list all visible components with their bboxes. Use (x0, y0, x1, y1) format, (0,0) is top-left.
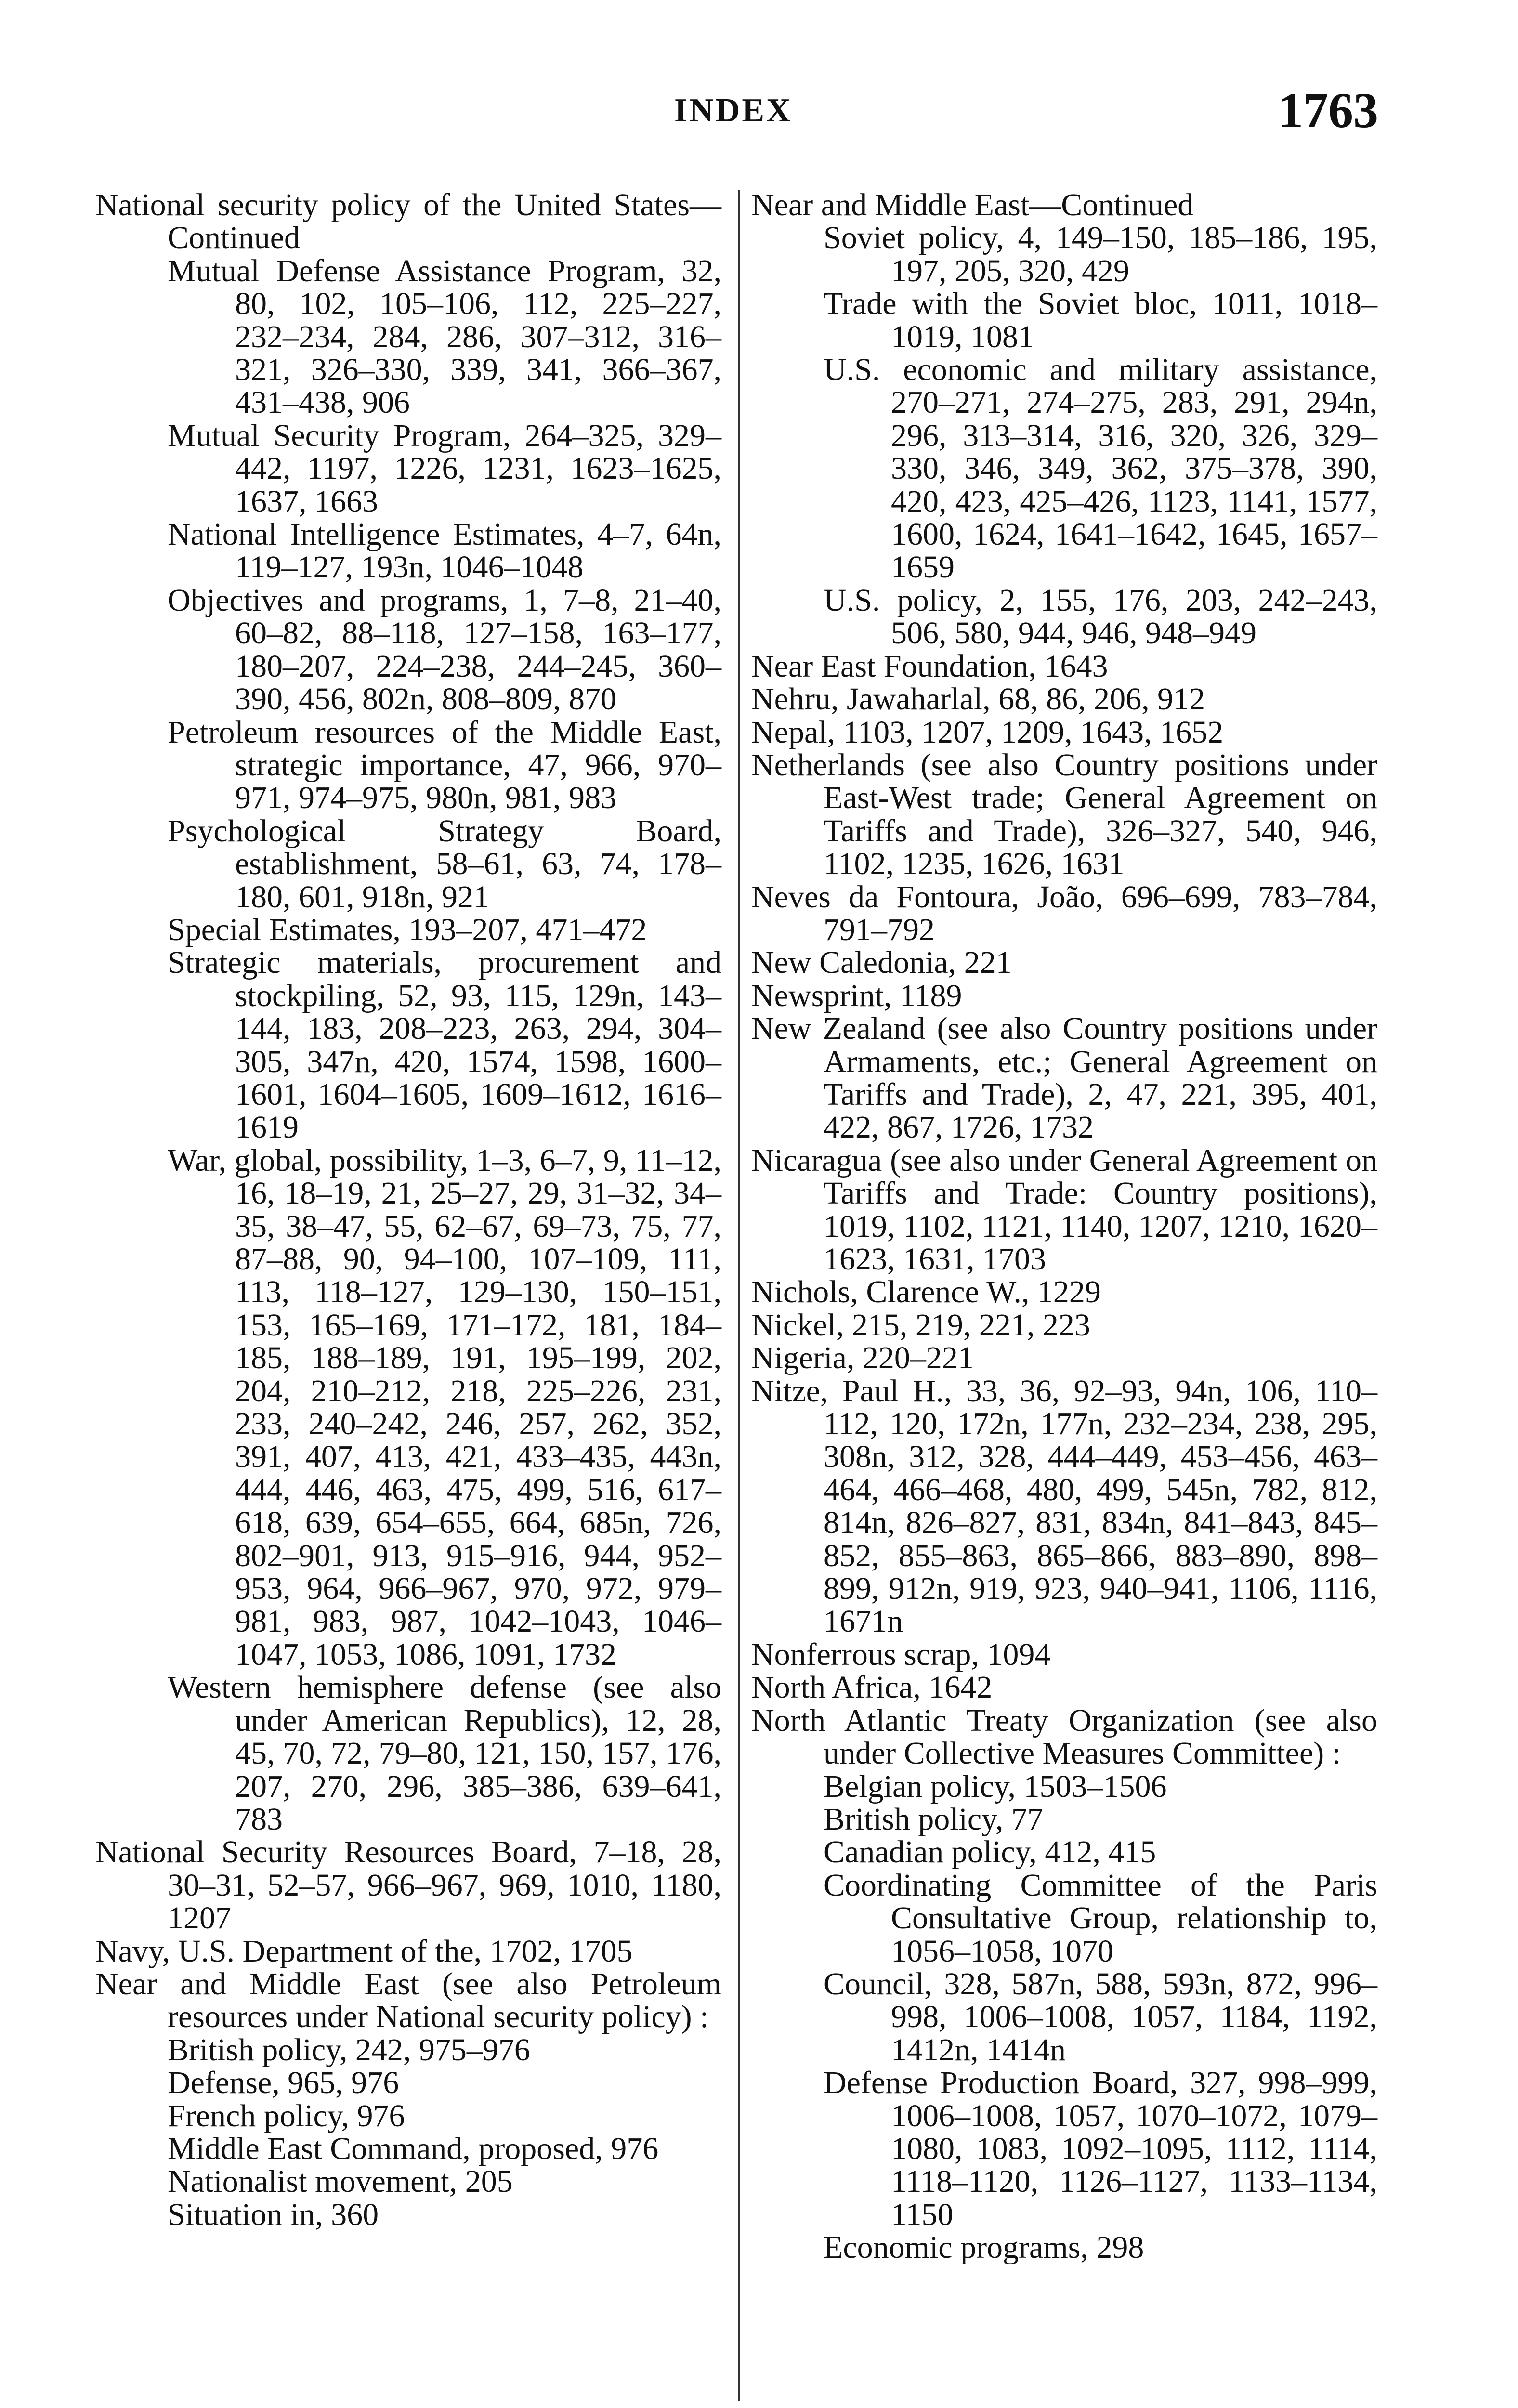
index-subentry: Strategic materials, procurement and stockpiling, 52, 93, 115, 129n, 143–144, 183, 208–223, 263, 294, 304–305, 347n, 420, 1574, 1598, 1600–1601, 1604–1605, 1609–1612, 1616–1619 (168, 945, 721, 1145)
index-subentry: National Intelligence Estimates, 4–7, 64n, 119–127, 193n, 1046–1048 (168, 517, 721, 585)
page-number: 1763 (1278, 83, 1378, 138)
index-subentry: War, global, possibility, 1–3, 6–7, 9, 11–12, 16, 18–19, 21, 25–27, 29, 31–32, 34–35, 38–47, 55, 62–67, 69–73, 75, 77, 87–88, 90, 94–100, 107–109, 111, 113, 118–127, 129–130, 150–151, 153, 165–169, 171–172, 181, 184–185, 188–189, 191, 195–199, 202, 204, 210–212, 218, 225–226, 231, 233, 240–242, 246, 257, 262, 352, 391, 407, 413, 421, 433–435, 443n, 444, 446, 463, 475, 499, 516, 617–618, 639, 654–655, 664, 685n, 726, 802–901, 913, 915–916, 944, 952–953, 964, 966–967, 970, 972, 979–981, 983, 987, 1042–1043, 1046–1047, 1053, 1086, 1091, 1732 (168, 1142, 721, 1672)
index-subentry: Council, 328, 587n, 588, 593n, 872, 996–998, 1006–1008, 1057, 1184, 1192, 1412n, 1414n (824, 1966, 1377, 2068)
index-entry: Nicaragua (see also under General Agreement on Tariffs and Trade: Country positions), 1019, 1102, 1121, 1140, 1207, 1210, 1620–1623, 1631, 1703 (751, 1142, 1377, 1277)
index-subentry: U.S. economic and military assistance, 270–271, 274–275, 283, 291, 294n, 296, 313–314, 316, 320, 326, 329–330, 346, 349, 362, 375–378, 390, 420, 423, 425–426, 1123, 1141, 1577, 1600, 1624, 1641–1642, 1645, 1657–1659 (824, 352, 1377, 585)
left-column (95, 189, 721, 2231)
index-subentry: Mutual Security Program, 264–325, 329–442, 1197, 1226, 1231, 1623–1625, 1637, 1663 (168, 418, 721, 519)
index-subentry: Western hemisphere defense (see also under American Republics), 12, 28, 45, 70, 72, 79–80, 121, 150, 157, 176, 207, 270, 296, 385–386, 639–641, 783 (168, 1670, 721, 1837)
index-subentry: British policy, 242, 975–976 (168, 2032, 530, 2068)
index-subentry: Mutual Defense Assistance Program, 32, 80, 102, 105–106, 112, 225–227, 232–234, 284, 286, 307–312, 316–321, 326–330, 339, 341, 366–367, 431–438, 906 (168, 253, 721, 420)
index-subentry: Canadian policy, 412, 415 (824, 1834, 1156, 1870)
index-subentry: U.S. policy, 2, 155, 176, 203, 242–243, 506, 580, 944, 946, 948–949 (824, 582, 1377, 651)
index-subentry: Nationalist movement, 205 (168, 2164, 513, 2199)
index-subentry: Petroleum resources of the Middle East, strategic importance, 47, 966, 970–971, 974–975, 980n, 981, 983 (168, 714, 721, 816)
index-subentry: Soviet policy, 4, 149–150, 185–186, 195, 197, 205, 320, 429 (824, 220, 1377, 288)
index-subentry: Belgian policy, 1503–1506 (824, 1768, 1167, 1804)
index-subentry: French policy, 976 (168, 2098, 405, 2133)
index-entry: Nigeria, 220–221 (751, 1340, 974, 1376)
index-subentry: Coordinating Committee of the Paris Consultative Group, relationship to, 1056–1058, 1070 (824, 1867, 1377, 1969)
index-entry: North Africa, 1642 (751, 1670, 993, 1705)
index-entry: National Security Resources Board, 7–18, 28, 30–31, 52–57, 966–967, 969, 1010, 1180, 1207 (95, 1834, 721, 1936)
index-entry: Nitze, Paul H., 33, 36, 92–93, 94n, 106, 110–112, 120, 172n, 177n, 232–234, 238, 295, 308n, 312, 328, 444–449, 453–456, 463–464, 466–468, 480, 499, 545n, 782, 812, 814n, 826–827, 831, 834n, 841–843, 845–852, 855–863, 865–866, 883–890, 898–899, 912n, 919, 923, 940–941, 1106, 1116, 1671n (751, 1373, 1377, 1639)
index-subentry: Trade with the Soviet bloc, 1011, 1018–1019, 1081 (824, 286, 1377, 354)
index-entry: New Zealand (see also Country positions under Armaments, etc.; General Agreement on Tariffs and Trade), 2, 47, 221, 395, 401, 422, 867, 1726, 1732 (751, 1011, 1377, 1145)
index-entry: Nepal, 1103, 1207, 1209, 1643, 1652 (751, 714, 1224, 750)
index-entry: North Atlantic Treaty Organization (see also under Collective Measures Committee) : (751, 1702, 1377, 1771)
index-entry: Near and Middle East (see also Petroleum resources under National security policy) : (95, 1966, 721, 2035)
index-entry: Neves da Fontoura, João, 696–699, 783–784, 791–792 (751, 879, 1377, 947)
index-entry: Near East Foundation, 1643 (751, 648, 1108, 684)
index-entry: Nickel, 215, 219, 221, 223 (751, 1307, 1090, 1343)
running-head: INDEX (674, 92, 793, 129)
index-entry: New Caledonia, 221 (751, 945, 1012, 981)
index-entry: Nehru, Jawaharlal, 68, 86, 206, 912 (751, 681, 1205, 717)
index-entry: Nonferrous scrap, 1094 (751, 1636, 1051, 1672)
index-entry: Near and Middle East—Continued (751, 187, 1194, 222)
index-entry: Newsprint, 1189 (751, 978, 962, 1013)
index-subentry: Defense, 965, 976 (168, 2065, 399, 2101)
index-subentry: Objectives and programs, 1, 7–8, 21–40, 60–82, 88–118, 127–158, 163–177, 180–207, 224–238, 244–245, 360–390, 456, 802n, 808–809, 870 (168, 582, 721, 717)
index-subentry: British policy, 77 (824, 1801, 1043, 1837)
index-subentry: Middle East Command, proposed, 976 (168, 2131, 659, 2166)
index-subentry: Psychological Strategy Board, establishment, 58–61, 63, 74, 178–180, 601, 918n, 921 (168, 813, 721, 915)
index-entry: Nichols, Clarence W., 1229 (751, 1274, 1101, 1310)
index-subentry: Situation in, 360 (168, 2197, 379, 2232)
right-column (751, 189, 1377, 2264)
index-entry: National security policy of the United States—Continued (95, 187, 721, 256)
column-divider (738, 190, 740, 2401)
index-subentry: Special Estimates, 193–207, 471–472 (168, 912, 647, 947)
index-entry: Navy, U.S. Department of the, 1702, 1705 (95, 1933, 633, 1969)
index-subentry: Defense Production Board, 327, 998–999, 1006–1008, 1057, 1070–1072, 1079–1080, 1083, 1092–1095, 1112, 1114, 1118–1120, 1126–1127, 1133–1134, 1150 (824, 2065, 1377, 2232)
index-entry: Netherlands (see also Country positions under East-West trade; General Agreement on Tariffs and Trade), 326–327, 540, 946, 1102, 1235, 1626, 1631 (751, 747, 1377, 882)
index-subentry: Economic programs, 298 (824, 2230, 1144, 2265)
